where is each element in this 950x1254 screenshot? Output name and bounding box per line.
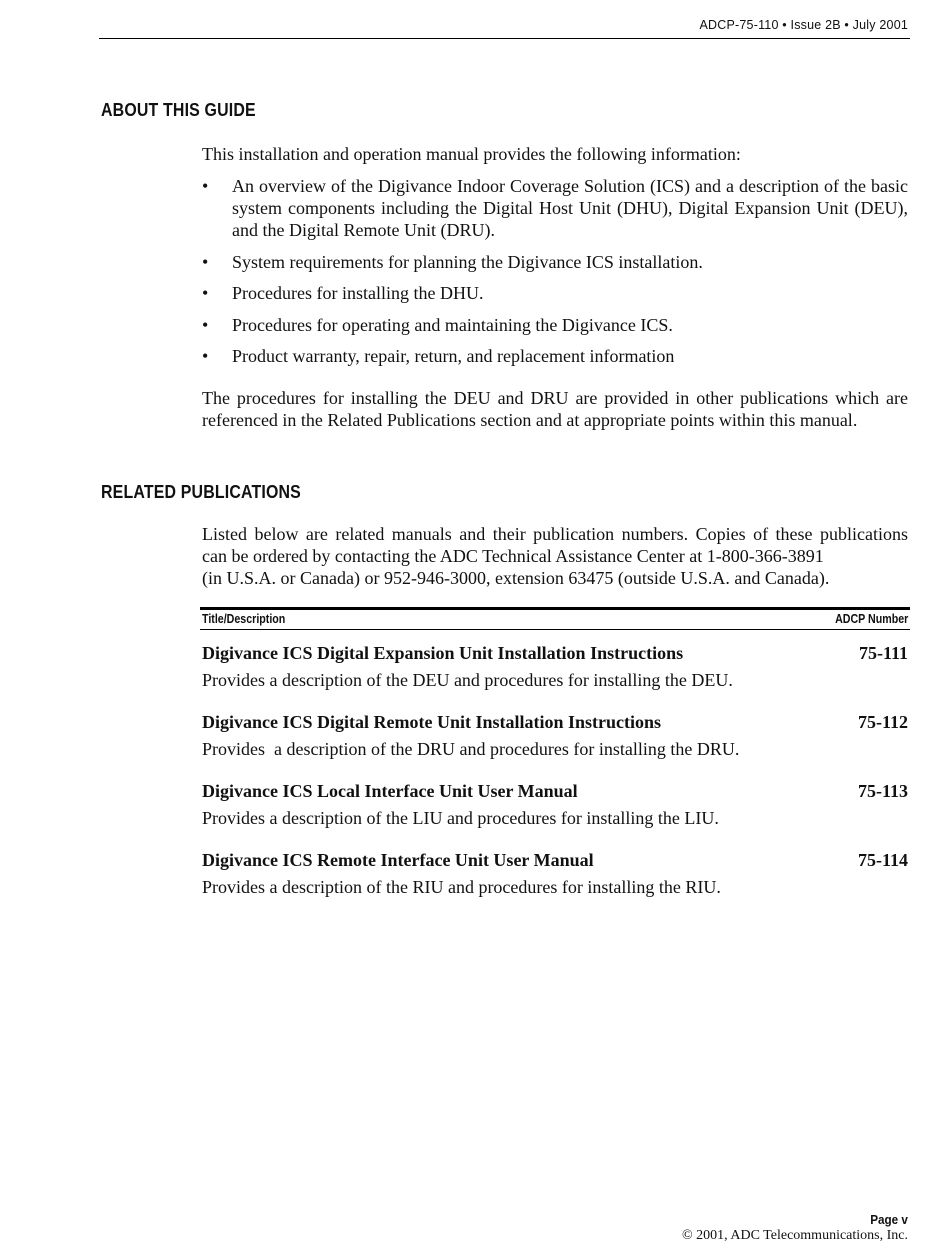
header-rule: [99, 38, 910, 39]
publication-description: Provides a description of the LIU and procedures for installing the LIU.: [202, 808, 719, 828]
bullet-text: Procedures for operating and maintaining the Digivance ICS.: [232, 314, 673, 335]
related-intro-line: can be ordered by contacting the ADC Technical Assistance Center at 1-800-366-3891: [202, 546, 824, 566]
bullet-glyph: •: [202, 314, 209, 335]
table-row: [202, 849, 908, 898]
related-intro-line: (in U.S.A. or Canada) or 952-946-3000, extension 63475 (outside U.S.A. and Canada).: [202, 568, 830, 588]
column-header-number: ADCP Number: [834, 611, 908, 626]
related-intro-line: Listed below are related manuals and their publication numbers. Copies of these publications: [202, 524, 908, 544]
table-row: [202, 711, 908, 760]
list-item: [202, 345, 908, 367]
bullet-text: System requirements for planning the Digivance ICS installation.: [232, 251, 703, 272]
list-item: [202, 251, 908, 273]
publication-number: 75-114: [857, 850, 908, 870]
about-intro: This installation and operation manual provides the following information:: [202, 144, 741, 164]
bullet-glyph: •: [202, 283, 209, 304]
publication-description: Provides a description of the DRU and procedures for installing the DRU.: [202, 739, 740, 759]
table-top-rule: [200, 607, 910, 610]
page-number: Page v: [870, 1212, 908, 1227]
bullet-glyph: •: [202, 176, 209, 196]
publication-description: Provides a description of the RIU and procedures for installing the RIU.: [202, 877, 721, 897]
list-item: [202, 282, 908, 304]
publication-title: Digivance ICS Remote Interface Unit User Manual: [202, 850, 594, 870]
list-item: [202, 175, 908, 241]
about-bullet-list: [202, 175, 908, 377]
publication-description: Provides a description of the DEU and procedures for installing the DEU.: [202, 670, 733, 690]
related-intro-paragraph: [202, 523, 908, 589]
publication-title: Digivance ICS Local Interface Unit User Manual: [202, 781, 578, 801]
list-item: [202, 314, 908, 336]
publication-number: 75-113: [857, 781, 908, 801]
table-row: [202, 780, 908, 829]
running-head: ADCP-75-110 • Issue 2B • July 2001: [699, 18, 908, 32]
bullet-text: Procedures for installing the DHU.: [232, 283, 484, 304]
publication-title: Digivance ICS Digital Remote Unit Installation Instructions: [202, 712, 662, 732]
bullet-text: Product warranty, repair, return, and replacement information: [232, 346, 675, 367]
about-heading: ABOUT THIS GUIDE: [101, 99, 256, 120]
bullet-glyph: •: [202, 346, 209, 367]
column-header-title: Title/Description: [202, 611, 286, 626]
table-header-rule: [200, 629, 910, 630]
bullet-text: An overview of the Digivance Indoor Coverage Solution (ICS) and a description of the basic system components including the Digital Host Unit (DHU), Digital Expansion Unit (DEU), and the Digital Remote Unit (DRU).: [232, 176, 908, 240]
related-heading: RELATED PUBLICATIONS: [101, 481, 301, 502]
publication-number: 75-112: [857, 712, 908, 732]
table-row: [202, 642, 908, 691]
copyright-notice: © 2001, ADC Telecommunications, Inc.: [682, 1228, 908, 1243]
publication-number: 75-111: [858, 643, 908, 663]
about-closing-paragraph: The procedures for installing the DEU and DRU are provided in other publications which are referenced in the Related Publications section and at appropriate points within this manual.: [202, 388, 908, 430]
bullet-glyph: •: [202, 251, 209, 272]
publication-title: Digivance ICS Digital Expansion Unit Installation Instructions: [202, 643, 684, 663]
